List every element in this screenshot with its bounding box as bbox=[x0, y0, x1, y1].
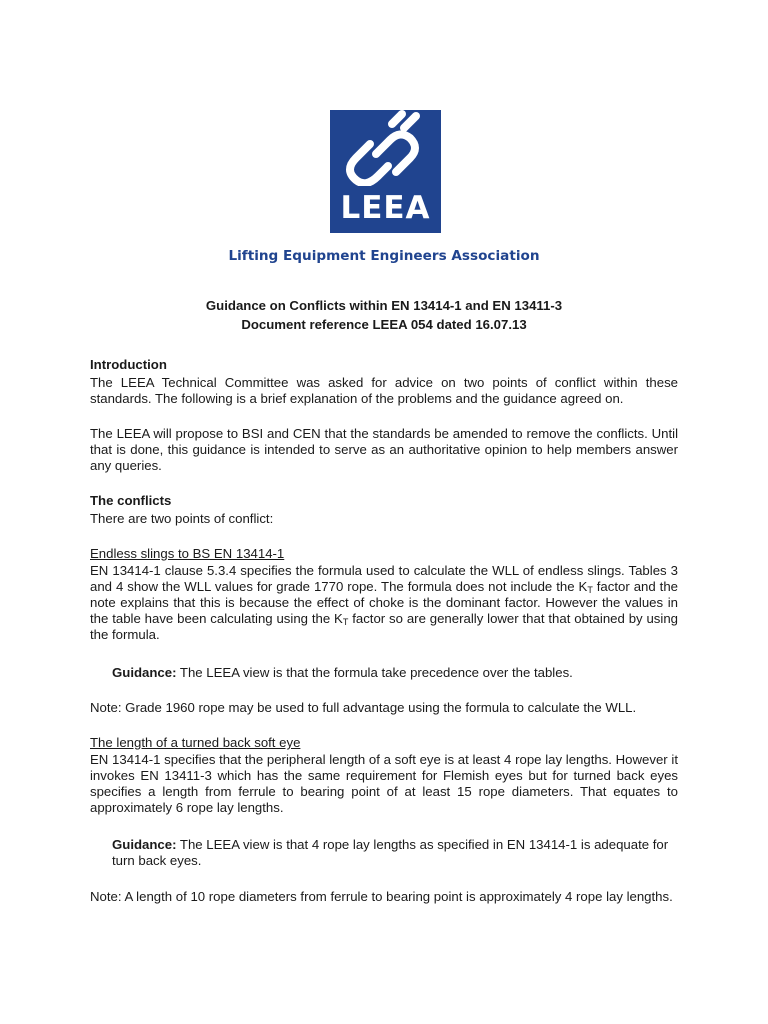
association-name: Lifting Equipment Engineers Association bbox=[228, 248, 540, 264]
section-1-body: EN 13414-1 clause 5.3.4 specifies the formula used to calculate the WLL of endless slings. Tables 3 and 4 show the WLL values for grade 1770 rope. The formula does not include the $K_T$ factor and the note explains that this is because the effect of choke is the dominant factor. However the values in the table have been calculating using the $K_T$ factor so are generally lower that that obtained by using the formula. bbox=[90, 563, 679, 642]
conflicts-lead: There are two points of conflict: bbox=[90, 511, 274, 526]
conflicts-heading: The conflicts bbox=[90, 493, 172, 508]
section-2-note: Note: A length of 10 rope diameters from ferrule to bearing point is approximately 4 rope lay lengths. bbox=[90, 889, 673, 904]
leea-logo bbox=[330, 110, 441, 233]
section-1-note: Note: Grade 1960 rope may be used to full advantage using the formula to calculate the WLL. bbox=[90, 700, 637, 715]
section-2-heading: The length of a turned back soft eye bbox=[90, 735, 301, 750]
section-1-guidance: Guidance: The LEEA view is that the formula take precedence over the tables. bbox=[112, 665, 573, 680]
intro-heading: Introduction bbox=[90, 357, 167, 372]
intro-paragraph-2: The LEEA will propose to BSI and CEN that the standards be amended to remove the conflicts. Until that is done, this guidance is intended to serve as an authoritative opinion to help members answer any queries. bbox=[90, 426, 678, 473]
section-2-body: EN 13414-1 specifies that the peripheral length of a soft eye is at least 4 rope lay lengths. However it invokes EN 13411-3 which has the same requirement for Flemish eyes but for turned back eyes specifies a length from ferrule to bearing point of at least 15 rope diameters. That equates to approximately 6 rope lay lengths. bbox=[90, 752, 678, 815]
section-2-guidance: Guidance: The LEEA view is that 4 rope lay lengths as specified in EN 13414-1 is adequate for turn back eyes. bbox=[112, 837, 669, 868]
document-title: Guidance on Conflicts within EN 13414-1 and EN 13411-3 bbox=[205, 298, 563, 313]
section-1-heading: Endless slings to BS EN 13414-1 bbox=[90, 546, 285, 561]
intro-paragraph-1: The LEEA Technical Committee was asked for advice on two points of conflict within these standards. The following is a brief explanation of the problems and the guidance agreed on. bbox=[90, 375, 678, 406]
logo-wordmark: LEEA bbox=[340, 190, 431, 226]
document-reference: Document reference LEEA 054 dated 16.07.13 bbox=[241, 317, 527, 332]
